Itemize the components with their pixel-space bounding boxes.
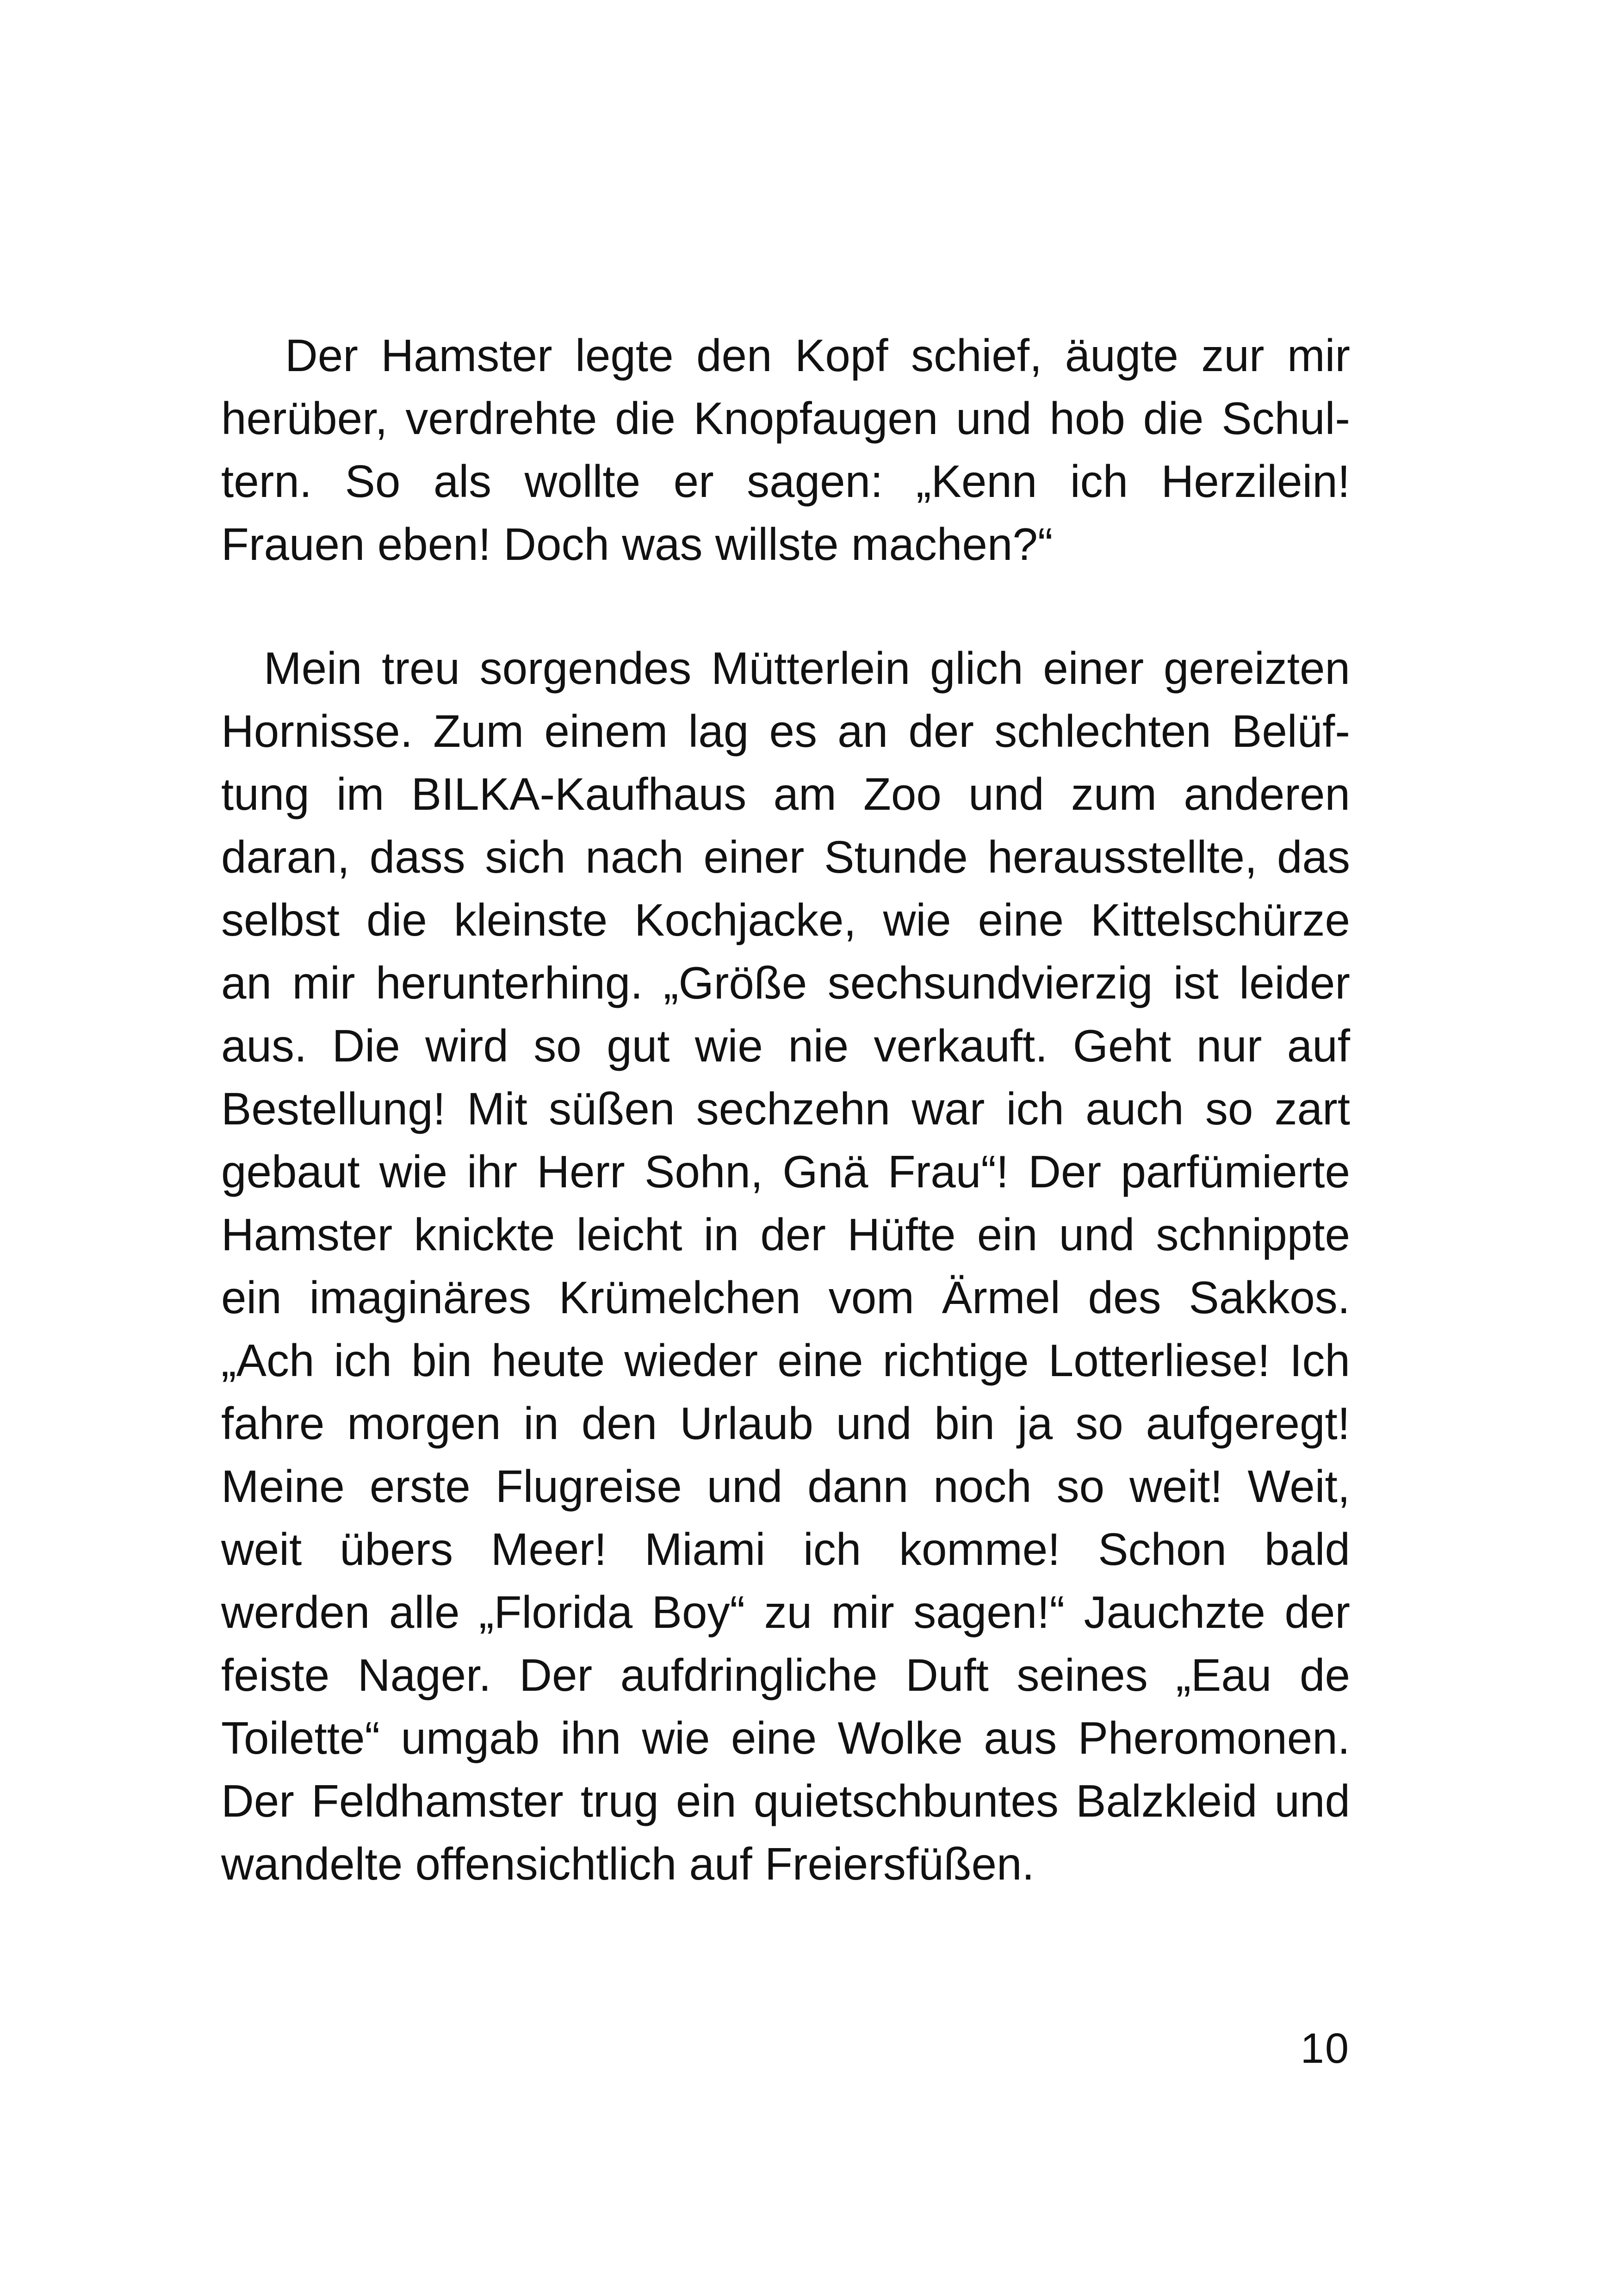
text-line: Der Feldhamster trug ein quietschbuntes Balzkleid und [221,1775,1350,1826]
text-line: weit übers Meer! Miami ich komme! Schon bald [221,1524,1350,1575]
text-line: Hornisse. Zum einem lag es an der schlechten Belüf- [221,706,1350,757]
text-line: feiste Nager. Der aufdringliche Duft seines „Eau de [221,1650,1350,1700]
text-line: aus. Die wird so gut wie nie verkauft. Geht nur auf [221,1020,1350,1071]
text-line: Frauen eben! Doch was willste machen?“ [221,519,1053,570]
text-line: gebaut wie ihr Herr Sohn, Gnä Frau“! Der parfümierte [221,1146,1350,1197]
text-line: tung im BILKA-Kaufhaus am Zoo und zum anderen [221,769,1350,819]
text-line: wandelte offensichtlich auf Freiersfüßen. [221,1838,1035,1889]
paragraph-1 [221,324,1350,576]
paragraph-2 [221,637,1350,1895]
text-line: daran, dass sich nach einer Stunde herausstellte, das [221,832,1350,882]
text-line: Meine erste Flugreise und dann noch so weit! Weit, [221,1461,1350,1512]
text-line: ein imaginäres Krümelchen vom Ärmel des Sakkos. [221,1272,1350,1323]
text-line: selbst die kleinste Kochjacke, wie eine Kittelschürze [221,894,1350,945]
text-line: Toilette“ umgab ihn wie eine Wolke aus Pheromonen. [221,1713,1350,1763]
text-line: Bestellung! Mit süßen sechzehn war ich auch so zart [221,1083,1350,1134]
text-line: Hamster knickte leicht in der Hüfte ein und schnippte [221,1209,1350,1260]
text-line: Mein treu sorgendes Mütterlein glich einer gereizten [264,643,1350,694]
text-line: Der Hamster legte den Kopf schief, äugte zur mir [285,330,1350,381]
text-line: herüber, verdrehte die Knopfaugen und hob die Schul- [221,393,1350,444]
text-line: „Ach ich bin heute wieder eine richtige Lotterliese! Ich [221,1335,1350,1386]
text-line: fahre morgen in den Urlaub und bin ja so aufgeregt! [221,1398,1350,1449]
text-line: werden alle „Florida Boy“ zu mir sagen!“ Jauchzte der [221,1587,1350,1638]
text-line: tern. So als wollte er sagen: „Kenn ich Herzilein! [221,456,1350,507]
text-line: an mir herunterhing. „Größe sechsundvierzig ist leider [221,957,1350,1008]
page-number: 10 [1300,2025,1350,2072]
